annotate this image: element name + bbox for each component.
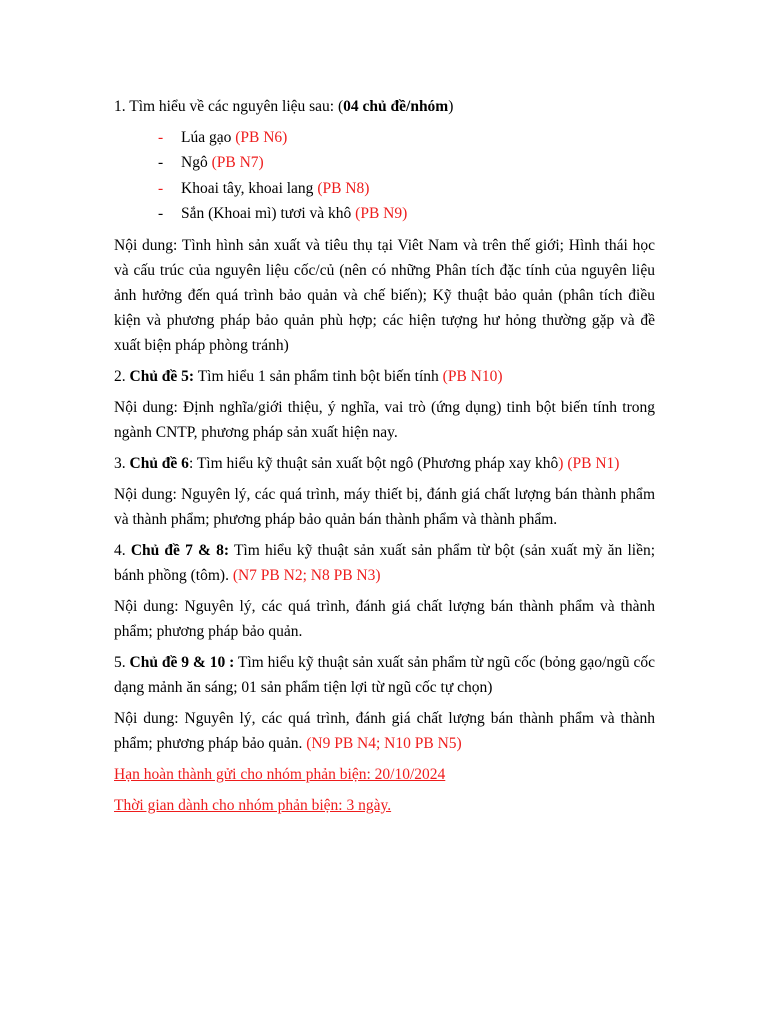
list-item-reviewer: (PB N9)	[355, 205, 408, 223]
list-item-rice	[114, 125, 655, 150]
section-4-number: 4.	[114, 541, 131, 559]
section-5-topic: Chủ đề 9 & 10 :	[129, 653, 235, 671]
list-item-reviewer: (PB N6)	[235, 129, 288, 146]
section-3-content: Nội dung: Nguyên lý, các quá trình, máy thiết bị, đánh giá chất lượng bán thành phẩm và thành phẩm; phương pháp bảo quản bán thành phẩm và thành phẩm.	[114, 485, 655, 528]
section-2-reviewer: (PB N10)	[442, 367, 503, 385]
dash-marker: -	[158, 179, 164, 197]
section-2-content: Nội dung: Định nghĩa/giới thiệu, ý nghĩa, vai trò (ứng dụng) tinh bột biến tính trong ngành CNTP, phương pháp sản xuất hiện nay.	[114, 398, 655, 441]
section-1-bold-count: 04 chủ đề/nhóm	[343, 98, 449, 115]
section-3-reviewer: ) (PB N1)	[558, 454, 620, 472]
section-2-topic: Chủ đề 5:	[129, 367, 195, 385]
section-2-number: 2.	[114, 367, 130, 385]
list-item-cassava	[114, 201, 655, 226]
section-4-text: Tìm hiểu kỹ thuật sản xuất sản phẩm từ bột (sản xuất mỳ ăn liền; bánh phồng (tôm).	[114, 541, 655, 584]
section-3-text: : Tìm hiểu kỹ thuật sản xuất bột ngô (Phương pháp xay khô	[188, 454, 559, 472]
review-time-note: Thời gian dành cho nhóm phản biện: 3 ngày.	[114, 796, 392, 814]
section-2-text: Tìm hiểu 1 sản phẩm tinh bột biến tính	[194, 367, 443, 385]
section-1-content: Nội dung: Tình hình sản xuất và tiêu thụ tại Viêt Nam và trên thế giới; Hình thái học và cấu trúc của nguyên liệu cốc/củ (nên có những Phân tích đặc tính của nguyên liệu ảnh hưởng đến quá trình bảo quản và chế biến); Kỹ thuật bảo quản (phân tích điều kiện và phương pháp bảo quản phù hợp; các hiện tượng hư hỏng thường gặp và đề xuất biện pháp phòng tránh)	[114, 236, 655, 354]
section-1-heading	[114, 94, 655, 119]
section-2-heading	[114, 364, 655, 389]
list-item-reviewer: (PB N7)	[211, 154, 264, 172]
material-list	[114, 125, 655, 227]
section-3-topic: Chủ đề 6	[129, 454, 189, 472]
list-item-text: Sắn (Khoai mì) tươi và khô	[181, 205, 356, 223]
dash-marker: -	[158, 154, 164, 172]
section-4-topic: Chủ đề 7 & 8:	[130, 541, 230, 559]
section-5-content-text: Nội dung: Nguyên lý, các quá trình, đánh giá chất lượng bán thành phẩm và thành phẩm; phương pháp bảo quản.	[114, 709, 655, 752]
section-3-number: 3.	[114, 454, 130, 472]
section-5-heading	[114, 650, 655, 700]
deadline-note: Hạn hoàn thành gửi cho nhóm phản biện: 20/10/2024	[114, 765, 446, 783]
section-5-text: Tìm hiểu kỹ thuật sản xuất sản phẩm từ ngũ cốc (bỏng gạo/ngũ cốc dạng mảnh ăn sáng; 01 sản phẩm tiện lợi từ ngũ cốc tự chọn)	[114, 653, 656, 696]
list-item-potato	[114, 176, 655, 201]
section-1-suffix: )	[448, 98, 454, 115]
dash-marker: -	[158, 205, 164, 223]
list-item-text: Khoai tây, khoai lang	[181, 179, 318, 197]
list-item-reviewer: (PB N8)	[317, 179, 370, 197]
document-page	[114, 94, 655, 824]
section-4-heading	[114, 538, 655, 588]
list-item-text: Ngô	[181, 154, 212, 172]
list-item-text: Lúa gạo	[181, 129, 236, 146]
section-4-content: Nội dung: Nguyên lý, các quá trình, đánh giá chất lượng bán thành phẩm và thành phẩm; phương pháp bảo quản.	[114, 597, 655, 640]
section-5-number: 5.	[114, 653, 130, 671]
section-5-reviewer: (N9 PB N4; N10 PB N5)	[306, 734, 462, 752]
section-4-reviewer: (N7 PB N2; N8 PB N3)	[232, 566, 381, 584]
section-1-prefix: 1. Tìm hiểu về các nguyên liệu sau: (	[114, 98, 344, 115]
dash-marker: -	[158, 129, 164, 146]
list-item-corn	[114, 150, 655, 175]
section-5-content	[114, 706, 655, 756]
section-3-heading	[114, 451, 655, 476]
